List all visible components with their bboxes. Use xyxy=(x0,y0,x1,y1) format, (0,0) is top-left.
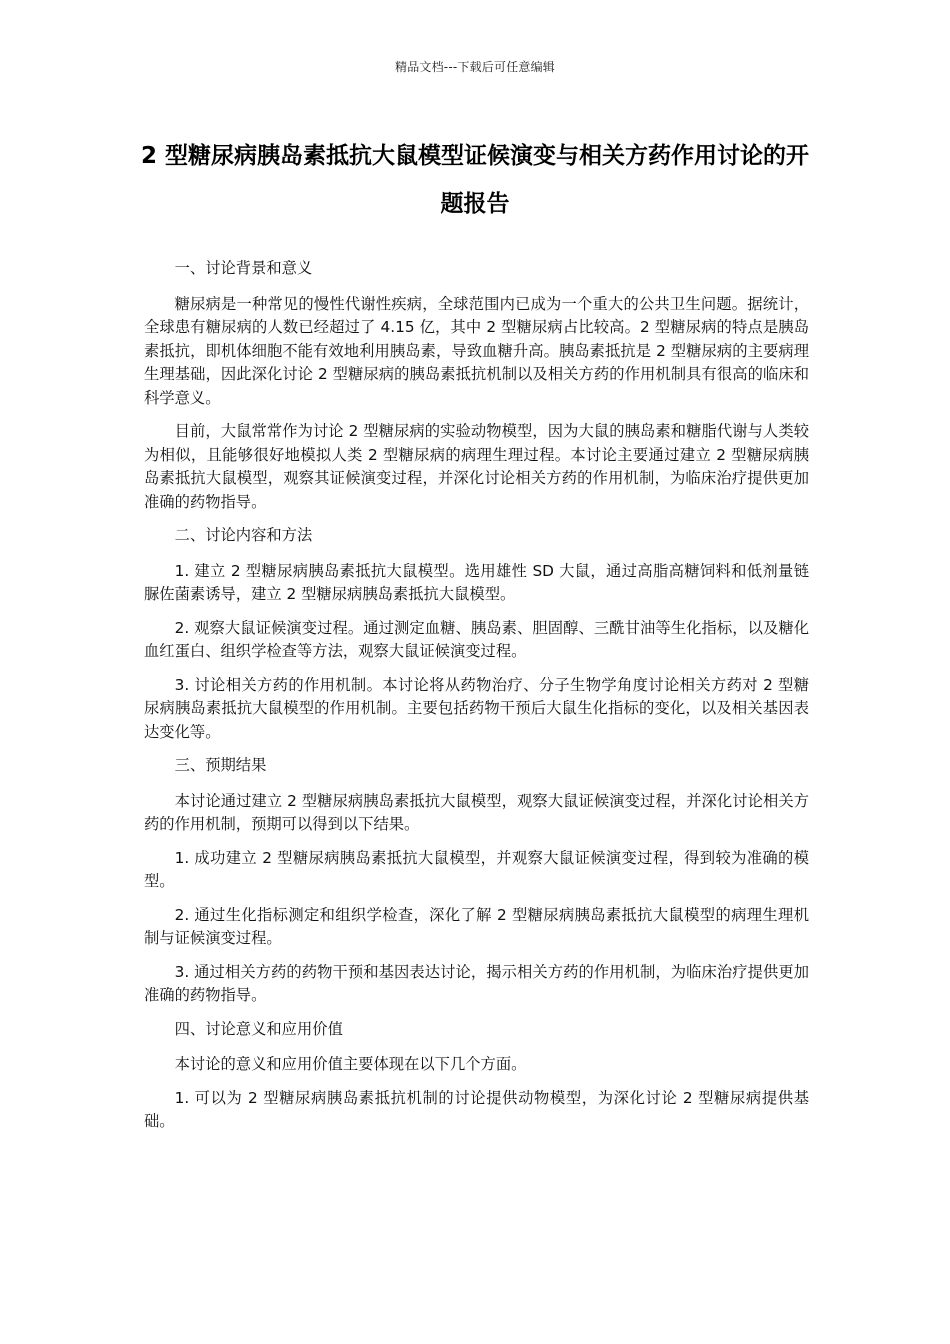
section-significance xyxy=(144,1018,809,1134)
paragraph: 目前，大鼠常常作为讨论 2 型糖尿病的实验动物模型，因为大鼠的胰岛素和糖脂代谢与人类较为相似，且能够很好地模拟人类 2 型糖尿病的病理生理过程。本讨论主要通过建立 2 型糖尿病胰岛素抵抗大鼠模型，观察其证候演变过程，并深化讨论相关方药的作用机制，为临床治疗提供更加准确的药物指导。 xyxy=(144,422,809,511)
paragraph: 2. 观察大鼠证候演变过程。通过测定血糖、胰岛素、胆固醇、三酰甘油等生化指标，以及糖化血红蛋白、组织学检查等方法，观察大鼠证候演变过程。 xyxy=(144,618,809,660)
paragraph: 1. 成功建立 2 型糖尿病胰岛素抵抗大鼠模型，并观察大鼠证候演变过程，得到较为准确的模型。 xyxy=(144,848,809,890)
paragraph: 1. 建立 2 型糖尿病胰岛素抵抗大鼠模型。选用雄性 SD 大鼠，通过高脂高糖饲料和低剂量链脲佐菌素诱导，建立 2 型糖尿病胰岛素抵抗大鼠模型。 xyxy=(144,561,809,603)
page-header-note: 精品文档---下载后可任意编辑 xyxy=(395,60,555,74)
paragraph: 1. 可以为 2 型糖尿病胰岛素抵抗机制的讨论提供动物模型，为深化讨论 2 型糖尿病提供基础。 xyxy=(144,1088,809,1130)
paragraph: 本讨论通过建立 2 型糖尿病胰岛素抵抗大鼠模型，观察大鼠证候演变过程，并深化讨论相关方药的作用机制，预期可以得到以下结果。 xyxy=(144,791,809,833)
paragraph: 本讨论的意义和应用价值主要体现在以下几个方面。 xyxy=(174,1055,527,1073)
paragraph: 3. 通过相关方药的药物干预和基因表达讨论，揭示相关方药的作用机制，为临床治疗提供更加准确的药物指导。 xyxy=(144,962,809,1004)
document-title: 2 型糖尿病胰岛素抵抗大鼠模型证候演变与相关方药作用讨论的开题报告 xyxy=(140,143,809,217)
section-heading: 一、讨论背景和意义 xyxy=(174,259,313,277)
section-heading: 三、预期结果 xyxy=(174,756,267,774)
section-content-methods xyxy=(144,524,809,744)
document-body xyxy=(144,257,809,1144)
section-expected-results xyxy=(144,754,809,1008)
paragraph: 糖尿病是一种常见的慢性代谢性疾病，全球范围内已成为一个重大的公共卫生问题。据统计，全球患有糖尿病的人数已经超过了 4.15 亿，其中 2 型糖尿病占比较高。2 型糖尿病的特点是胰岛素抵抗，即机体细胞不能有效地利用胰岛素，导致血糖升高。胰岛素抵抗是 2 型糖尿病的主要病理生理基础，因此深化讨论 2 型糖尿病的胰岛素抵抗机制以及相关方药的作用机制具有很高的临床和科学意义。 xyxy=(144,294,809,407)
section-heading: 二、讨论内容和方法 xyxy=(174,526,313,544)
section-background xyxy=(144,257,809,514)
paragraph: 2. 通过生化指标测定和组织学检查，深化了解 2 型糖尿病胰岛素抵抗大鼠模型的病理生理机制与证候演变过程。 xyxy=(144,905,809,947)
paragraph: 3. 讨论相关方药的作用机制。本讨论将从药物治疗、分子生物学角度讨论相关方药对 2 型糖尿病胰岛素抵抗大鼠模型的作用机制。主要包括药物干预后大鼠生化指标的变化，以及相关基因表达变化等。 xyxy=(144,675,809,741)
section-heading: 四、讨论意义和应用价值 xyxy=(174,1019,343,1038)
